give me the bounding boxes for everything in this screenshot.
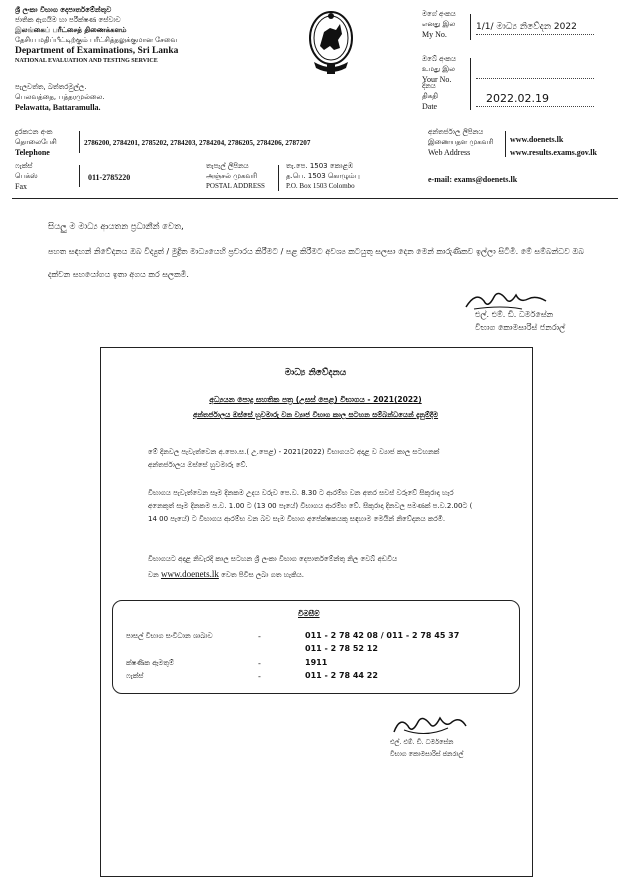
date-label-sinhala: දිනය	[422, 82, 436, 90]
fax-number: 011 - 2 78 44 22	[305, 671, 378, 680]
notice-signer-name: එල්. එම්. ඩී. ධර්මසේන	[390, 738, 454, 746]
postal-label-english: POSTAL ADDRESS	[206, 182, 265, 190]
notice-subtitle: අන්තර්ජාලය ඔස්සේ හුවමාරු වන ව්‍යාජ විභාග කාල සටහන සම්බන්ධයෙන් දැනුම්දීම	[192, 411, 439, 419]
contact-separator: -	[258, 632, 261, 641]
cover-signer-name: එල්. එම්. ඩී. ධර්මසේන	[475, 310, 554, 319]
contact-label: ක්ෂණික ඇමතුම්	[126, 659, 175, 667]
telephone-label-tamil: தொலைபேசி	[15, 138, 57, 146]
telephone-label-sinhala: දුරකථන අංක	[15, 128, 53, 136]
notice-paragraph-3a: විභාගයට අදාළ නිවැරදි කාල සටහන ශ්‍රී ලංකා විභාග දෙපාර්තමේන්තු නිල වෙබ් අඩවිය	[148, 555, 398, 563]
notice-paragraph-1: මේ දිනවල පැවැත්වෙන අ.පො.ස.( උ.පෙළ) - 2021(2022) විභාගයට අදාළ ව ව්‍යාජ කාල සටහනක් අන්තර්ජාලය ඔස්සේ හුවමාරු වේ.	[148, 448, 440, 469]
date-line	[476, 106, 594, 107]
dept-name-sinhala: ශ්‍රී ලංකා විභාග දෙපාර්තමේන්තුව	[15, 6, 112, 14]
postal-label-sinhala: තැපැල් ලිපිනය	[206, 162, 249, 170]
service-name-tamil: தேசிய மதிப்பீட்டிற்கும் பரீட்சித்தலுக்குமான சேவை	[15, 36, 178, 44]
notice-signature-icon	[390, 710, 470, 740]
fax-label-sinhala: ෆැක්ස්	[15, 162, 33, 170]
email-address[interactable]: e-mail: exams@doenets.lk	[428, 175, 518, 184]
my-no-label-english: My No.	[422, 30, 447, 39]
my-no-label-sinhala: මගේ අංකය	[422, 10, 456, 18]
cover-greeting: සියලු ම මාධ්‍ය ආයතන ප්‍රධානීන් වෙත,	[48, 222, 184, 232]
dept-name-english: Department of Examinations, Sri Lanka	[15, 46, 179, 56]
para-text: වෙත පිවිස ලබා ගත හැකිය.	[218, 571, 305, 579]
hotline-number: 1911	[305, 658, 328, 667]
ref-bracket	[470, 58, 471, 84]
contact-title: විමසීම්	[298, 609, 320, 618]
fax-label-tamil: பெக்ஸ்	[15, 172, 38, 180]
results-website-link[interactable]: www.results.exams.gov.lk	[510, 148, 597, 157]
doenets-link[interactable]: www.doenets.lk	[160, 569, 219, 579]
fax-number: 011-2785220	[88, 173, 131, 182]
web-label-sinhala: අන්තර්ජාල ලිපිනය	[428, 128, 484, 136]
postal-label-tamil: அஞ்சல் முகவரி	[206, 172, 258, 180]
service-name-english: NATIONAL EVALUATION AND TESTING SERVICE	[15, 58, 158, 64]
bracket	[79, 131, 80, 153]
address-english: Pelawatta, Battaramulla.	[15, 103, 101, 112]
my-no-label-tamil: எனது இல	[422, 20, 456, 28]
cover-signer-title: විභාග කොමසාරිස් ජනරාල්	[475, 323, 566, 332]
contact-label: පාසල් විභාග සංවිධාන ශාඛාව	[126, 632, 213, 640]
postal-line-tamil: த.பெ. 1503 கொழும்பு	[286, 172, 360, 180]
address-sinhala: පැලවත්ත, බත්තරමුල්ල.	[15, 83, 87, 91]
contact-separator: -	[258, 659, 261, 668]
web-label-english: Web Address	[428, 148, 471, 157]
contact-phone: 011 - 2 78 42 08 / 011 - 2 78 45 37	[305, 631, 460, 640]
dept-name-tamil: இலங்கைப் பரீட்சைத் திணைக்களம்	[15, 26, 127, 34]
contact-phone: 011 - 2 78 52 12	[305, 644, 378, 653]
contact-label: ෆැක්ස්	[126, 672, 144, 680]
notice-paragraph-3b	[148, 569, 304, 580]
notice-title: මාධ්‍ය නිවේදනය	[284, 368, 347, 378]
letterhead-divider	[12, 198, 618, 199]
bracket	[79, 165, 80, 187]
your-no-label-tamil: உமது இல	[422, 65, 455, 73]
notice-signer-title: විභාග කොමසාරිස් ජනරාල්	[390, 750, 464, 758]
ref-bracket	[470, 84, 471, 110]
bracket	[505, 131, 506, 157]
my-no-value: 1/1/ මාධ්‍ය නිවේදන 2022	[476, 22, 577, 32]
ref-bracket	[470, 14, 471, 40]
date-label-english: Date	[422, 102, 438, 111]
your-no-line	[476, 78, 594, 79]
web-label-tamil: இணையதள முகவரி	[428, 138, 494, 146]
your-no-label-english: Your No.	[422, 75, 452, 84]
service-name-sinhala: ජාතික ඇගයීම හා පරීක්ෂණ සේවාව	[15, 16, 121, 24]
postal-line-sinhala: තැ.පෙ. 1503 කොළඹ	[286, 162, 354, 170]
bracket	[278, 165, 279, 191]
your-no-label-sinhala: ඔබේ අංකය	[422, 55, 456, 63]
para-text: වන	[148, 571, 161, 579]
postal-line-english: P.O. Box 1503 Colombo	[286, 182, 355, 190]
date-value: 2022.02.19	[486, 92, 549, 105]
address-tamil: பெலவத்தை, பத்தரமுல்லை.	[15, 93, 105, 101]
my-no-line	[476, 34, 594, 35]
telephone-label-english: Telephone	[15, 148, 50, 157]
fax-label-english: Fax	[15, 182, 27, 191]
website-link[interactable]: www.doenets.lk	[510, 135, 564, 144]
telephone-numbers: 2786200, 2784201, 2785202, 2784203, 2784204, 2786205, 2784206, 2787207	[84, 139, 311, 147]
contact-separator: -	[258, 672, 261, 681]
date-label-tamil: திகதி	[422, 92, 438, 100]
notice-paragraph-2: විභාගය පැවැත්වෙන සෑම දිනකම උදය වරුව පෙ.ව. 8.30 ට ආරම්භ වන අතර සවස් වරුවේ සිකුරාදා හැර අනෙකුත් සෑම දිනකම ප.ව. 1.00 ට (13 00 පැයේ) විභාගය ආරම්භ වේ. සිකුරාදා දිනවල පමණක් ප.ව.2.00ට ( 14 00 පැයේ) ට විභාගය ආරම්භ වන බව සැම විභාග අපේක්ෂකයකු සඳහාම මෙයින් නිවේදනය කරමි.	[148, 489, 473, 523]
cover-body: පහත සඳහන් නිවේදනය ඔබ විද්‍යුත් / මුද්‍රිත මාධ්‍යයෙහි ප්‍රචාරය කිරීමට / පළ කිරීමට අවශ්‍ය කටයුතු සලසා දෙන මෙන් කාරුණිකව ඉල්ලා සිටිමි. මේ සම්බන්ධව ඔබ දක්වන සහයෝගය ඉතා අගය කර සලකමි.	[48, 247, 585, 279]
exam-title: අධ්‍යයන පොදු සහතික පත්‍ර (උසස් පෙළ) විභාගය - 2021(2022)	[209, 395, 422, 404]
sri-lanka-emblem-icon	[306, 6, 356, 78]
